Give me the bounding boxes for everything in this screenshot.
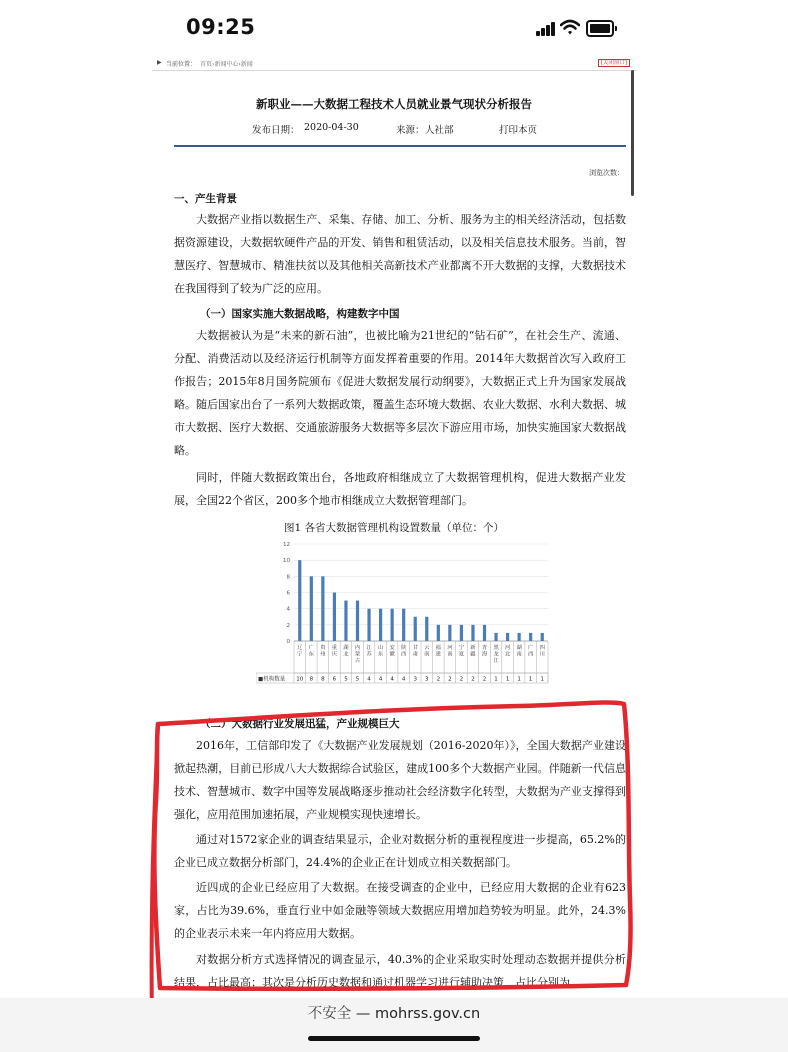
x-tick-label: 重庆 xyxy=(331,645,338,658)
url-separator: — xyxy=(355,1006,371,1022)
x-tick-label: 辽宁 xyxy=(297,645,303,658)
bar xyxy=(437,625,440,641)
data-label: 4 xyxy=(367,676,371,683)
paragraph: 大数据被认为是“未来的新石油”，也被比喻为21世纪的“钻石矿”，在社会生产、流通、分配、消费活动以及经济运行机制等方面发挥着重要的作用。2014年大数据首次写入政府工作报告；2015年8月国务院颁布《促进大数据发展行动纲要》，大数据正式上升为国家发展战略。随后国家出台了一系列大数据政策，覆盖生态环境大数据、农业大数据、水利大数据、城市大数据、医疗大数据、交通旅游服务大数据等多层次下游应用市场，加快实施国家大数据战略。 xyxy=(174,329,626,457)
x-tick-label: 青海 xyxy=(481,645,488,658)
data-label: 5 xyxy=(355,676,360,683)
breadcrumb-path[interactable]: 首页›新闻中心›新闻 xyxy=(200,61,253,68)
date-label: 发布日期： xyxy=(252,125,300,136)
data-label: 1 xyxy=(528,676,533,683)
source-value: 人社部 xyxy=(425,125,454,136)
bar xyxy=(529,633,532,641)
bar xyxy=(483,625,486,641)
bar xyxy=(391,609,394,641)
bar xyxy=(344,601,347,641)
bar xyxy=(460,625,463,641)
breadcrumb xyxy=(152,56,636,71)
bar xyxy=(448,625,451,641)
data-label: 10 xyxy=(296,676,304,683)
source-label: 来源： xyxy=(396,125,425,136)
data-label: 2 xyxy=(471,676,475,683)
x-tick-label: 广西 xyxy=(528,645,534,658)
data-label: 1 xyxy=(494,676,498,683)
data-label: 6 xyxy=(332,676,337,683)
x-tick-label: 湖北 xyxy=(343,645,349,658)
bar xyxy=(356,601,359,641)
x-tick-label: 云南 xyxy=(424,645,430,658)
browser-address-bar[interactable] xyxy=(0,998,788,1052)
bar xyxy=(506,633,509,641)
x-tick-label: 陕西 xyxy=(401,645,407,658)
battery-icon xyxy=(586,20,614,37)
print-page-link[interactable]: 打印本页 xyxy=(499,125,538,136)
legend-entry: ■机构数量 xyxy=(258,676,286,683)
data-label: 8 xyxy=(309,676,314,683)
close-window-link[interactable]: [关闭窗口] xyxy=(598,59,630,67)
x-tick-label: 甘肃 xyxy=(412,645,418,658)
cellular-signal-icon xyxy=(536,22,556,36)
bar xyxy=(310,576,313,641)
url-domain: mohrss.gov.cn xyxy=(375,1006,481,1022)
x-tick-label: 内蒙古 xyxy=(354,645,361,664)
y-tick-label: 0 xyxy=(286,639,290,645)
paragraph: 2016年，工信部印发了《大数据产业发展规划（2016-2020年）》，全国大数据产业建设掀起热潮，目前已形成八大大数据综合试验区，建成100多个大数据产业园。伴随新一代信息技术、智慧城市、数字中国等发展战略逐步推动社会经济数字化转型，大数据为产业支撑得到强化，应用范围加速拓展，产业规模实现快速增长。 xyxy=(174,739,626,821)
bar xyxy=(425,617,428,641)
x-tick-label: 福建 xyxy=(435,645,441,658)
wifi-icon xyxy=(560,19,580,37)
bar xyxy=(379,609,382,641)
data-label: 4 xyxy=(401,676,406,683)
triangle-right-icon: ▶ xyxy=(157,59,162,66)
x-tick-label: 广东 xyxy=(308,645,314,658)
breadcrumb-label: 当前位置： xyxy=(166,61,197,68)
x-tick-label: 宁夏 xyxy=(458,645,465,658)
paragraph: 近四成的企业已经应用了大数据。在接受调查的企业中，已经应用大数据的企业有623家，占比为39.6%，垂直行业中如金融等领域大数据应用增加趋势较为明显。此外，24.3%的企业表示未来一年内将应用大数据。 xyxy=(174,881,626,940)
bar xyxy=(333,593,336,642)
y-tick-label: 6 xyxy=(286,590,290,597)
home-indicator[interactable] xyxy=(308,1036,480,1041)
data-label: 8 xyxy=(321,676,325,683)
subsection-heading: （二）大数据行业发展迅猛，产业规模巨大 xyxy=(200,718,400,730)
x-tick-label: 新疆 xyxy=(470,645,476,658)
data-label: 2 xyxy=(459,676,464,683)
data-label: 1 xyxy=(505,676,510,683)
data-label: 3 xyxy=(425,676,429,683)
x-tick-label: 贵州 xyxy=(320,645,326,658)
data-label: 3 xyxy=(413,676,417,683)
y-tick-label: 8 xyxy=(286,574,290,581)
bar xyxy=(494,633,497,641)
bar xyxy=(414,617,417,641)
data-label: 2 xyxy=(448,676,452,683)
status-bar xyxy=(0,0,788,56)
bar xyxy=(471,625,474,641)
bar xyxy=(518,633,521,641)
not-secure-label: 不安全 xyxy=(307,1006,352,1022)
paragraph: 同时，伴随大数据政策出台，各地政府相继成立了大数据管理机构，促进大数据产业发展，全国22个省区，200多个地市相继成立大数据管理部门。 xyxy=(174,471,626,507)
status-time: 09:25 xyxy=(186,15,256,39)
data-label: 1 xyxy=(517,676,521,683)
bar xyxy=(298,560,301,641)
y-tick-label: 2 xyxy=(286,622,290,629)
y-tick-label: 12 xyxy=(283,542,290,548)
section-heading: 一、产生背景 xyxy=(174,193,237,205)
paragraph: 通过对1572家企业的调查结果显示，企业对数据分析的重视程度进一步提高，65.2%的企业已成立数据分析部门，24.4%的企业正在计划成立相关数据部门。 xyxy=(174,833,626,869)
bar-chart xyxy=(256,536,552,702)
chart-title: 图1 各省大数据管理机构设置数量（单位：个） xyxy=(283,522,505,534)
data-label: 4 xyxy=(378,676,383,683)
web-page[interactable] xyxy=(152,56,636,998)
x-tick-label: 四川 xyxy=(539,645,545,658)
x-tick-label: 黑龙江 xyxy=(493,645,499,664)
x-tick-label: 河南 xyxy=(447,645,453,658)
x-tick-label: 安徽 xyxy=(389,645,395,658)
x-tick-label: 河北 xyxy=(504,645,511,658)
bar xyxy=(402,609,405,641)
data-label: 4 xyxy=(390,676,394,683)
x-tick-label: 江苏 xyxy=(366,645,372,658)
data-label: 1 xyxy=(540,676,544,683)
bar xyxy=(367,609,370,641)
url-display[interactable] xyxy=(0,1002,788,1023)
paragraph: 大数据产业指以数据生产、采集、存储、加工、分析、服务为主的相关经济活动，包括数据资源建设，大数据软硬件产品的开发、销售和租赁活动，以及相关信息技术服务。当前，智慧医疗、智慧城市、精准扶贫以及其他相关高新技术产业都离不开大数据的支撑，大数据技术在我国得到了较为广泛的应用。 xyxy=(174,213,626,295)
data-label: 2 xyxy=(436,676,441,683)
bar xyxy=(321,576,324,641)
y-tick-label: 10 xyxy=(283,558,290,565)
title-divider xyxy=(174,145,626,147)
x-tick-label: 湖南 xyxy=(516,645,522,658)
paragraph: 对数据分析方式选择情况的调查显示，40.3%的企业采取实时处理动态数据并提供分析结果，占比最高；其次是分析历史数据和通过机器学习进行辅助决策，占比分别为 xyxy=(174,953,626,989)
article-title: 新职业——大数据工程技术人员就业景气现状分析报告 xyxy=(256,97,532,111)
view-count-label: 浏览次数： xyxy=(589,169,624,177)
x-tick-label: 山东 xyxy=(377,645,384,658)
publish-date: 2020-04-30 xyxy=(304,122,359,133)
data-label: 5 xyxy=(344,676,348,683)
bar xyxy=(541,633,544,641)
y-tick-label: 4 xyxy=(286,606,290,613)
subsection-heading: （一）国家实施大数据战略，构建数字中国 xyxy=(200,308,400,320)
page-scrollbar[interactable] xyxy=(631,70,634,196)
data-label: 2 xyxy=(482,676,487,683)
